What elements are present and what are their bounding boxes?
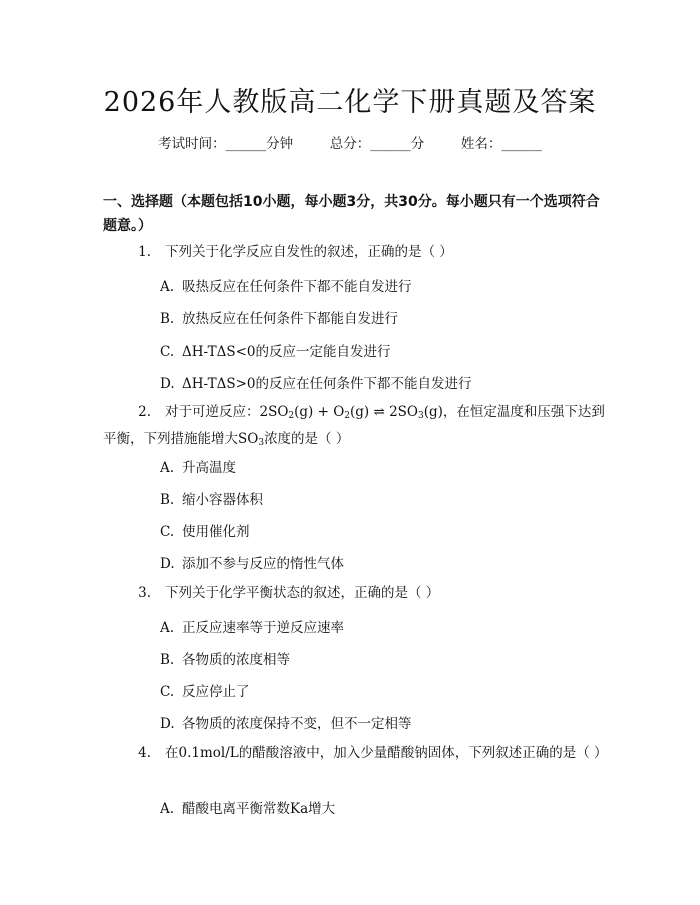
question-2-option-c <box>160 520 250 540</box>
option-label: A. <box>160 801 175 817</box>
option-label: A. <box>160 460 175 476</box>
option-label: D. <box>160 556 175 572</box>
document-title: 2026年人教版高二化学下册真题及答案 <box>103 87 597 118</box>
question-1-option-c <box>160 340 391 360</box>
option-text: ΔH-TΔS>0的反应在任何条件下都不能自发进行 <box>182 376 472 392</box>
question-1-option-b <box>160 307 398 327</box>
question-text: 在0.1mol/L的醋酸溶液中，加入少量醋酸钠固体，下列叙述正确的是（ ） <box>165 745 608 761</box>
time-unit: 分钟 <box>266 136 294 152</box>
question-2-option-a <box>160 456 236 476</box>
option-text: 反应停止了 <box>182 684 250 700</box>
question-2-option-b <box>160 488 263 508</box>
option-label: C. <box>160 684 175 700</box>
question-4 <box>103 742 608 765</box>
question-3-option-c <box>160 680 250 700</box>
question-text: 对于可逆反应：$2SO_2(g) + O_2(g)$ ⇌ $2SO_3(g)$，在恒定温度和压强下达到平衡，下列措施能增大$SO_3$浓度的是（ ） <box>103 404 605 448</box>
question-text: 下列关于化学平衡状态的叙述，正确的是（ ） <box>165 585 440 601</box>
option-label: B. <box>160 311 175 327</box>
question-2-option-d <box>160 552 344 572</box>
question-number: 4. <box>138 745 151 761</box>
option-text: 添加不参与反应的惰性气体 <box>182 556 344 572</box>
question-1-option-a <box>160 275 412 295</box>
time-label: 考试时间： <box>158 136 226 152</box>
option-text: 醋酸电离平衡常数Ka增大 <box>182 801 336 817</box>
option-label: B. <box>160 652 175 668</box>
option-text: ΔH-TΔS<0的反应一定能自发进行 <box>182 344 391 360</box>
score-blank: ______ <box>370 136 411 152</box>
option-text: 各物质的浓度相等 <box>182 652 290 668</box>
option-text: 放热反应在任何条件下都能自发进行 <box>182 311 398 327</box>
name-blank: ______ <box>501 136 542 152</box>
option-label: A. <box>160 279 175 295</box>
name-label: 姓名： <box>460 136 502 152</box>
question-4-option-a <box>160 797 335 817</box>
question-2 <box>103 401 608 455</box>
option-label: C. <box>160 344 175 360</box>
question-text: 下列关于化学反应自发性的叙述，正确的是（ ） <box>165 244 453 260</box>
question-1 <box>108 241 608 264</box>
option-label: D. <box>160 376 175 392</box>
option-text: 吸热反应在任何条件下都不能自发进行 <box>182 279 412 295</box>
option-text: 使用催化剂 <box>182 524 250 540</box>
question-number: 1. <box>138 244 151 260</box>
question-number: 2. <box>138 404 151 420</box>
option-label: B. <box>160 492 175 508</box>
score-unit: 分 <box>410 136 425 152</box>
question-1-option-d <box>160 372 472 392</box>
question-3-option-d <box>160 712 412 732</box>
option-text: 正反应速率等于逆反应速率 <box>182 620 344 636</box>
option-label: A. <box>160 620 175 636</box>
question-number: 3. <box>138 585 151 601</box>
question-3-option-b <box>160 648 290 668</box>
question-3 <box>108 582 608 605</box>
question-3-option-a <box>160 616 344 636</box>
exam-info-line <box>0 132 700 152</box>
time-blank: ______ <box>225 136 267 152</box>
option-text: 各物质的浓度保持不变，但不一定相等 <box>182 716 412 732</box>
score-label: 总分： <box>329 136 371 152</box>
option-label: D. <box>160 716 175 732</box>
option-label: C. <box>160 524 175 540</box>
option-text: 升高温度 <box>182 460 236 476</box>
section-heading: 一、选择题（本题包括10小题，每小题3分，共30分。每小题只有一个选项符合题意。） <box>103 194 600 234</box>
option-text: 缩小容器体积 <box>182 492 263 508</box>
